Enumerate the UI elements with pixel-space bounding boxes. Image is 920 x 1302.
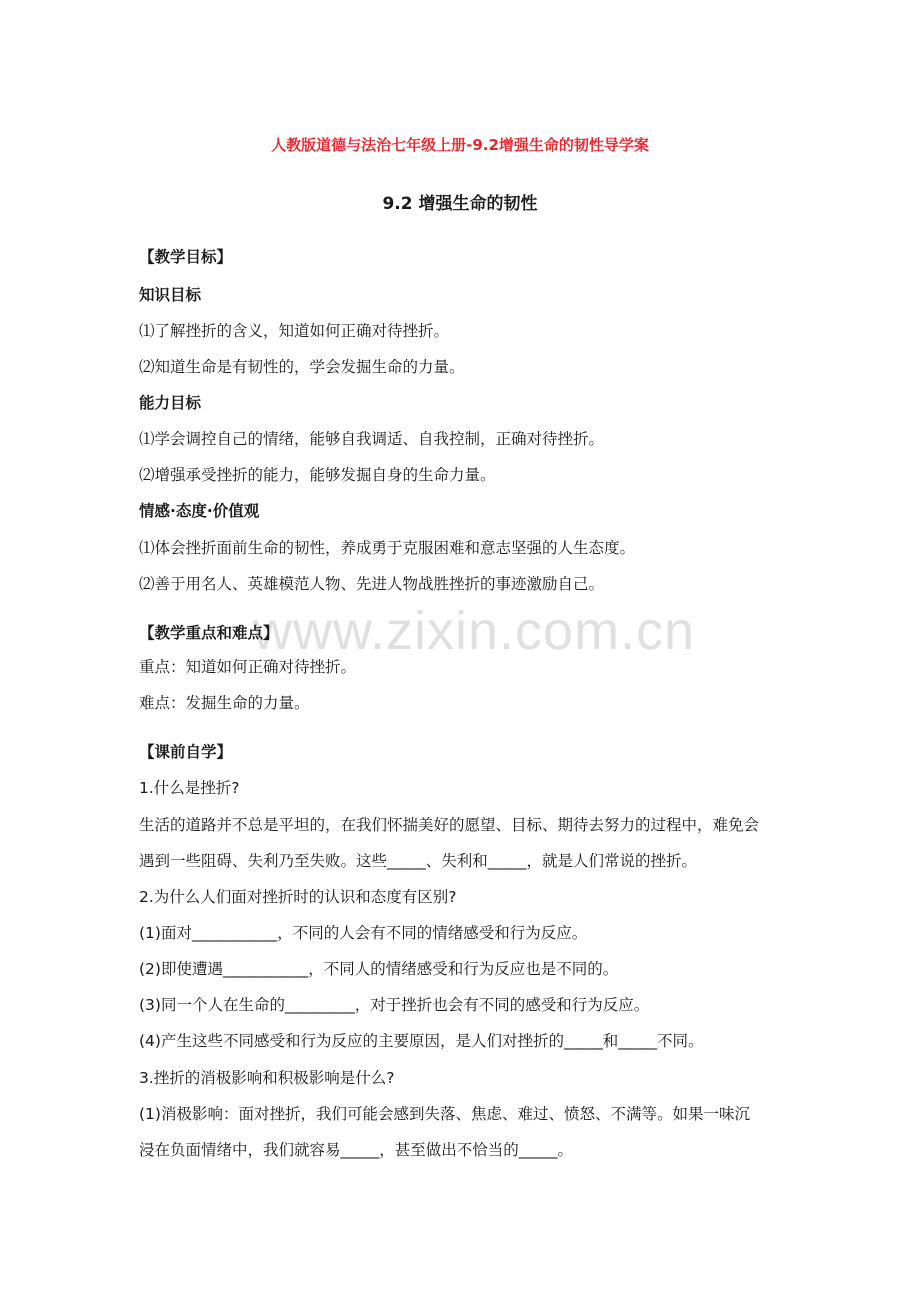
question-2-item: (4)产生这些不同感受和行为反应的主要原因，是人们对挫折的_____和_____不同。 xyxy=(139,1032,704,1050)
question-2-item: (1)面对___________，不同的人会有不同的情绪感受和行为反应。 xyxy=(139,924,588,942)
question-3: 3.挫折的消极影响和积极影响是什么? xyxy=(139,1069,395,1087)
objectives-heading: 【教学目标】 xyxy=(139,248,233,266)
difficulty-point: 难点：发掘生命的力量。 xyxy=(139,694,310,712)
key-points-heading: 【教学重点和难点】 xyxy=(139,624,279,642)
question-1-answer: 遇到一些阻碍、失利乃至失败。这些_____、失利和_____，就是人们常说的挫折。 xyxy=(139,852,698,870)
document-title: 人教版道德与法治七年级上册-9.2增强生命的韧性导学案 xyxy=(271,136,649,154)
question-3-answer: (1)消极影响：面对挫折，我们可能会感到失落、焦虑、难过、愤怒、不满等。如果一味沉 xyxy=(139,1105,750,1123)
question-2-item: (2)即使遭遇___________，不同人的情绪感受和行为反应也是不同的。 xyxy=(139,960,619,978)
knowledge-heading: 知识目标 xyxy=(139,286,202,304)
emotion-heading: 情感·态度·价值观 xyxy=(139,502,260,520)
ability-heading: 能力目标 xyxy=(139,394,202,412)
question-3-answer: 浸在负面情绪中，我们就容易_____，甚至做出不恰当的_____。 xyxy=(139,1141,574,1159)
emotion-item: ⑴体会挫折面前生命的韧性，养成勇于克服困难和意志坚强的人生态度。 xyxy=(139,539,636,557)
emotion-item: ⑵善于用名人、英雄模范人物、先进人物战胜挫折的事迹激励自己。 xyxy=(139,575,605,593)
knowledge-item: ⑵知道生命是有韧性的，学会发掘生命的力量。 xyxy=(139,358,465,376)
preview-heading: 【课前自学】 xyxy=(139,743,233,761)
ability-item: ⑴学会调控自己的情绪，能够自我调适、自我控制，正确对待挫折。 xyxy=(139,430,605,448)
watermark: www.zixin.com.cn xyxy=(253,601,696,661)
knowledge-item: ⑴了解挫折的含义，知道如何正确对待挫折。 xyxy=(139,322,450,340)
question-1: 1.什么是挫折? xyxy=(139,779,240,797)
question-1-answer: 生活的道路并不总是平坦的，在我们怀揣美好的愿望、目标、期待去努力的过程中，难免会 xyxy=(139,816,760,834)
ability-item: ⑵增强承受挫折的能力，能够发掘自身的生命力量。 xyxy=(139,466,496,484)
question-2: 2.为什么人们面对挫折时的认识和态度有区别? xyxy=(139,888,457,906)
focus-point: 重点：知道如何正确对待挫折。 xyxy=(139,658,357,676)
question-2-item: (3)同一个人在生命的_________，对于挫折也会有不同的感受和行为反应。 xyxy=(139,996,650,1014)
lesson-title: 9.2 增强生命的韧性 xyxy=(382,194,538,214)
